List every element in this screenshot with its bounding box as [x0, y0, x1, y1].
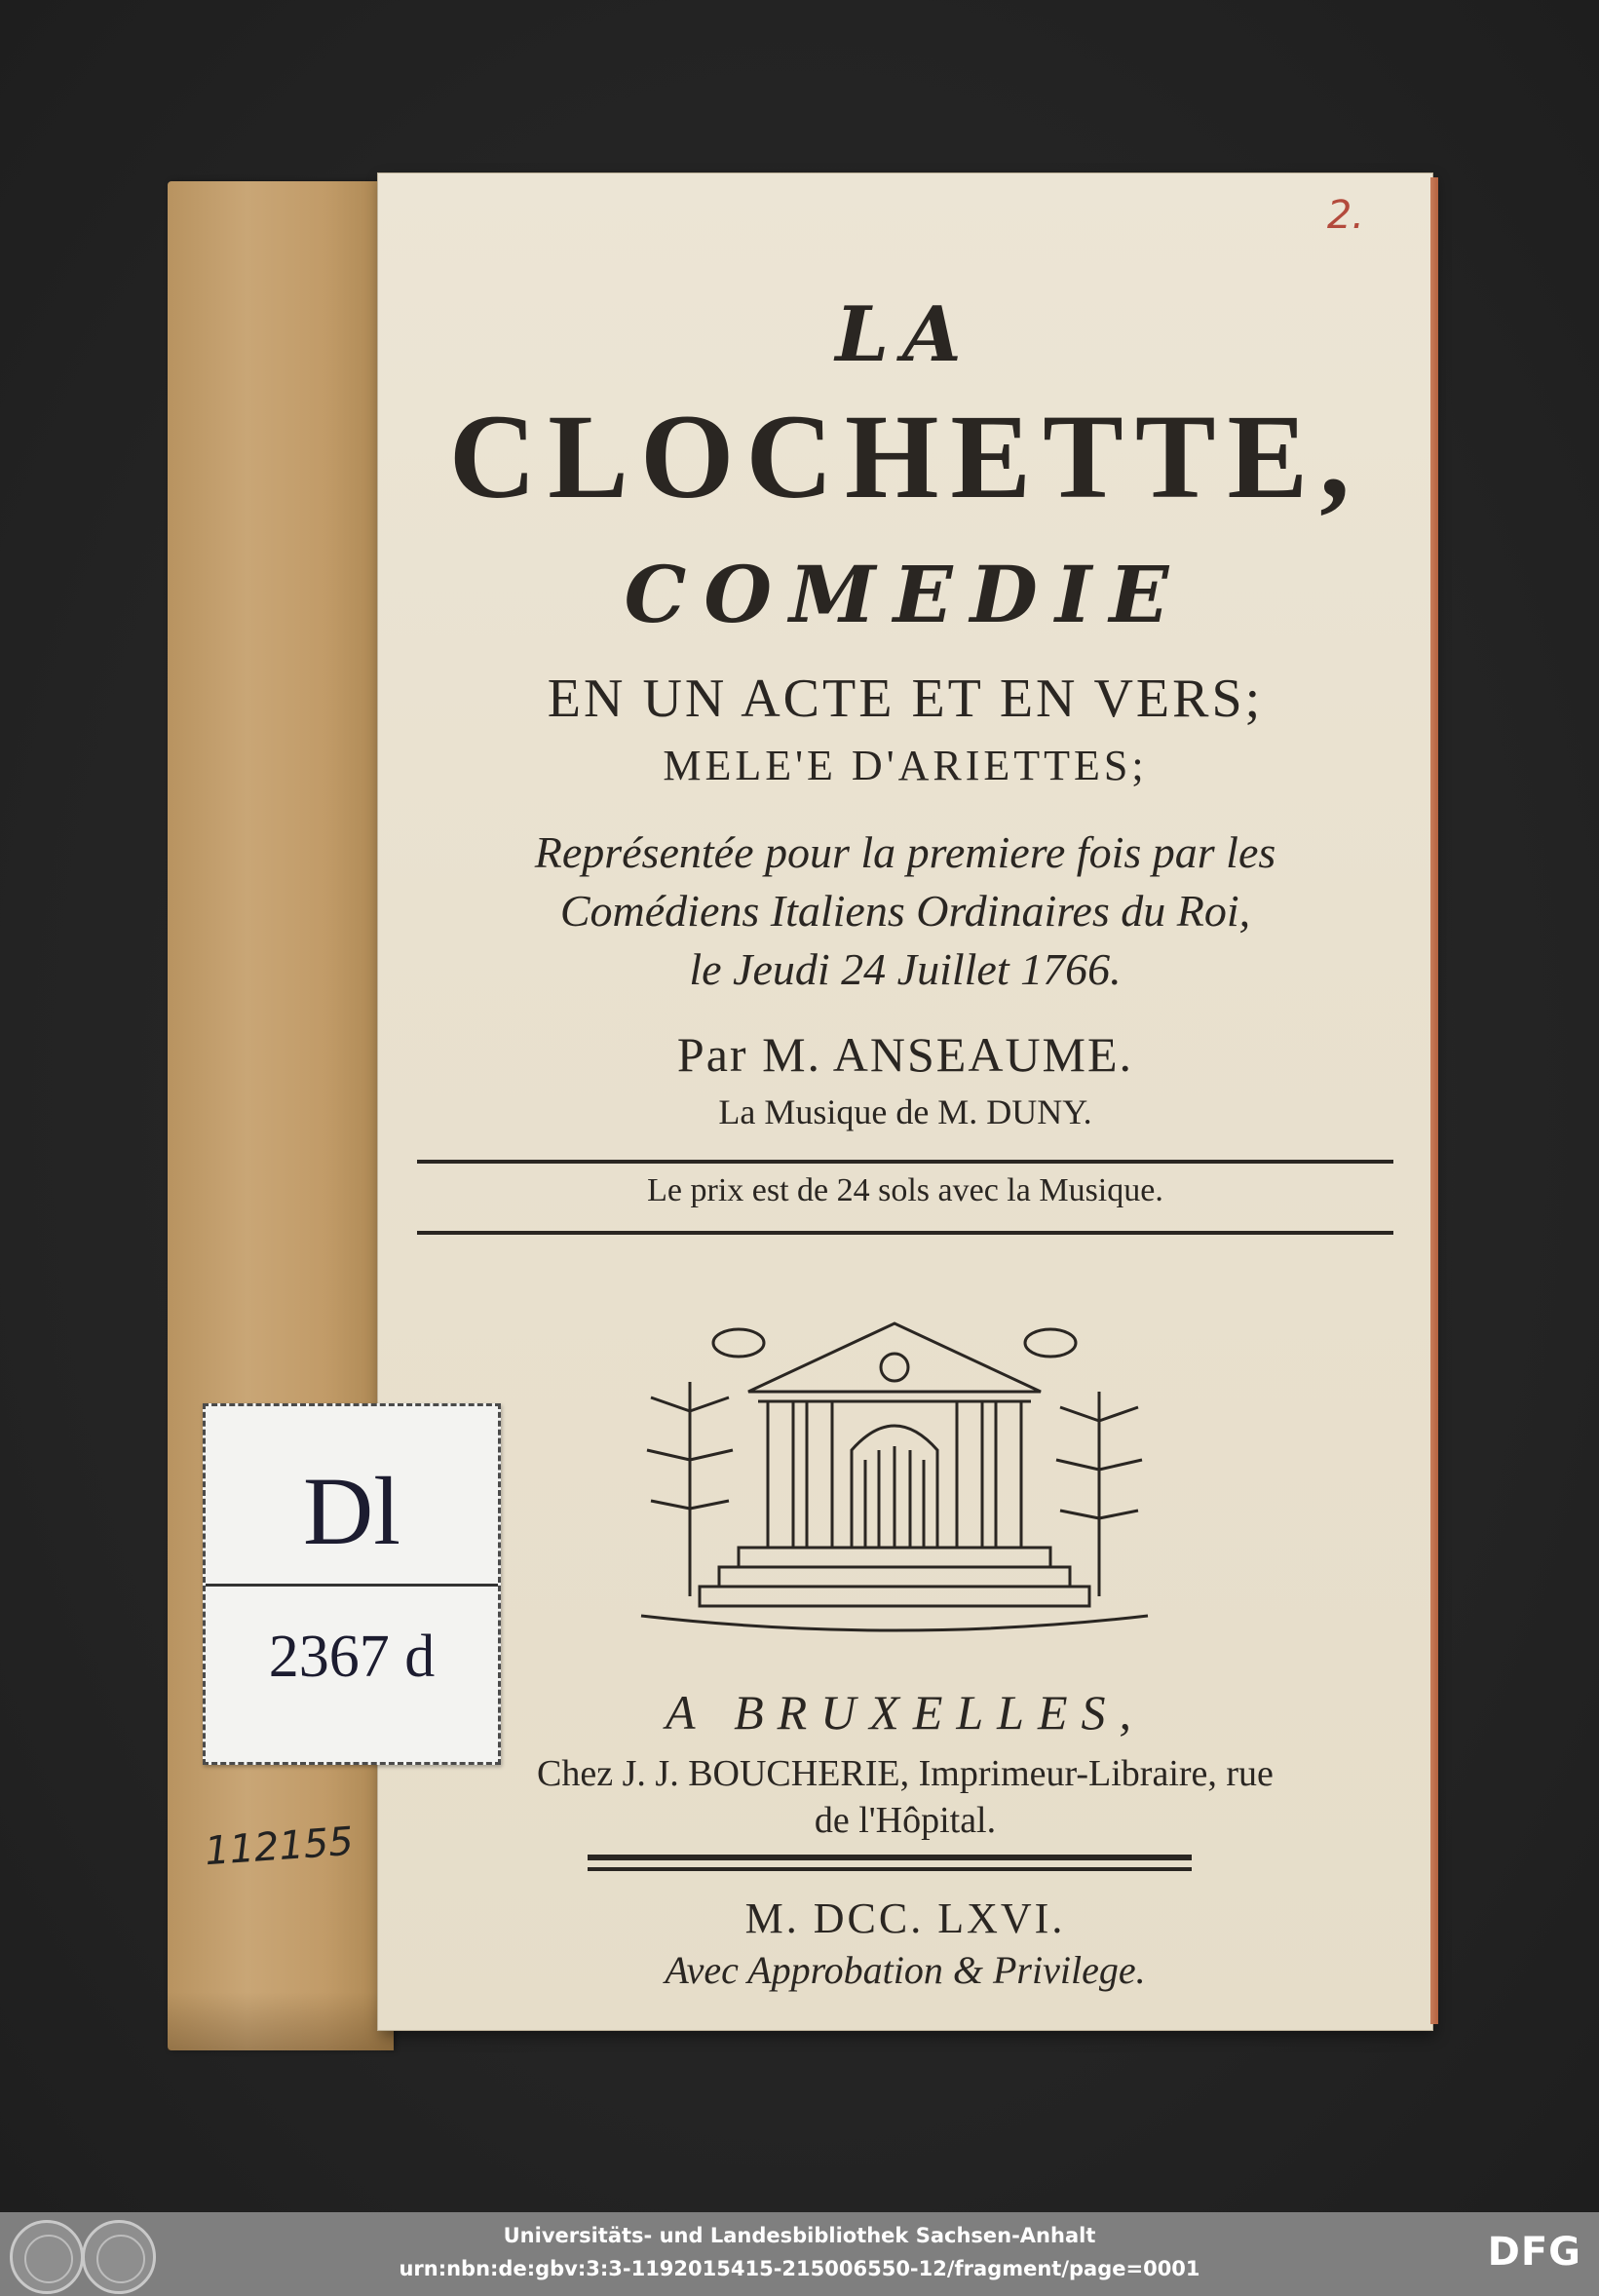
title-page: [378, 173, 1432, 2030]
subtitle-ariettes: MELE'E D'ARIETTES;: [663, 742, 1148, 789]
price-line: Le prix est de 24 sols avec la Musique.: [647, 1172, 1163, 1208]
performance-line-1: Représentée pour la premiere fois par les: [534, 827, 1276, 877]
footer-bar: [0, 2212, 1599, 2296]
approbation-line: Avec Approbation & Privilege.: [665, 1948, 1146, 1992]
subtitle-acte: EN UN ACTE ET EN VERS;: [547, 669, 1264, 729]
performance-line-3: le Jeudi 24 Juillet 1766.: [689, 944, 1122, 994]
genre-line: COMEDIE: [624, 549, 1187, 640]
imprint-place: A BRUXELLES,: [665, 1685, 1146, 1740]
performance-line-2: Comédiens Italiens Ordinaires du Roi,: [559, 886, 1251, 936]
imprint-date: M. DCC. LXVI.: [744, 1894, 1066, 1942]
rule-top: [417, 1160, 1393, 1164]
temple-vignette-image: [622, 1304, 1167, 1655]
ornamental-rule-thin: [588, 1867, 1192, 1871]
library-shelfmark-label: [203, 1403, 501, 1765]
book-spine: [168, 181, 394, 2050]
shelfmark-line-2: 2367 d: [268, 1624, 436, 1690]
dfg-logo: DFG: [1487, 2230, 1581, 2275]
composer-line: La Musique de M. DUNY.: [718, 1092, 1092, 1131]
author-line: Par M. ANSEAUME.: [676, 1027, 1134, 1082]
footer-urn: urn:nbn:de:gbv:3:3-1192015415-215006550-12/fragment/page=0001: [399, 2257, 1200, 2280]
handwritten-inventory-number: 112155: [203, 1818, 356, 1875]
imprint-publisher-1: Chez J. J. BOUCHERIE, Imprimeur-Libraire, rue: [537, 1753, 1274, 1794]
rule-bottom: [417, 1231, 1393, 1235]
pencil-mark: 2.: [1326, 193, 1364, 238]
footer-institution: Universitäts- und Landesbibliothek Sachsen-Anhalt: [503, 2224, 1096, 2247]
title-main: CLOCHETTE,: [448, 390, 1362, 523]
label-divider: [206, 1584, 498, 1587]
imprint-publisher-2: de l'Hôpital.: [814, 1800, 997, 1841]
title-article: LA: [835, 290, 975, 379]
shelfmark-line-1: Dl: [303, 1457, 400, 1565]
ornamental-rule: [588, 1855, 1192, 1860]
